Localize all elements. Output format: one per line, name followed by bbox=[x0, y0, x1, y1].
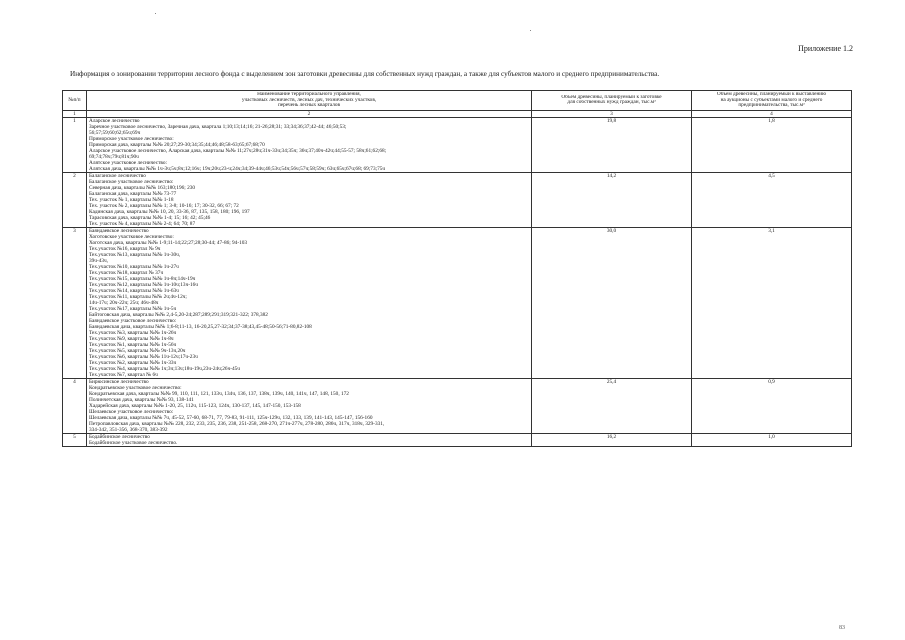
forestry-description bbox=[87, 172, 532, 227]
description-line: Петропавловская дача, кварталы №№ 228, 232, 233, 235, 236, 238, 251-258, 268-270, 271ч-277ч, 278-280, 286ч, 317ч, 318ч, 329-331, bbox=[89, 420, 385, 427]
description-line: Алятская дача, кварталы №№ 1ч-3ч;5ч;8ч;12;16ч; 19ч;20ч;23-ч;24ч;34;39-44ч;46;53ч;54ч;56ч;57ч;58;59ч; 63ч;65ч;67ч;68; 69;73;75ч bbox=[89, 165, 386, 172]
description-line: Тех.участок №12, кварталы №№ 1ч-10ч;13ч-16ч bbox=[89, 281, 198, 288]
description-line: Хоготовское участковое лесничество: bbox=[89, 233, 174, 240]
table-row bbox=[63, 117, 852, 172]
header-name bbox=[87, 91, 532, 111]
description-line: 39ч-43ч, bbox=[89, 257, 109, 264]
description-line: Тех.участок №15, кварталы №№ 1ч-8ч;14ч-19ч bbox=[89, 275, 196, 282]
row-number: 3 bbox=[63, 227, 87, 378]
description-line: Кадинская дача, кварталы №№ 10, 20, 33-36, 87, 135, 158, 180; 196, 197 bbox=[89, 208, 250, 215]
description-line: Балаганское участковое лесничество: bbox=[89, 178, 174, 185]
header-num: №п/п bbox=[63, 91, 87, 111]
description-line: Тех.участок №13, кварталы №№ 1ч-30ч, bbox=[89, 251, 181, 258]
description-line: Кондратьевская дача, кварталы №№ 99, 110, 111, 121, 133ч, 134ч, 136, 137, 138ч, 139ч, 140, 141ч, 147, 148, 150, 172 bbox=[89, 390, 349, 397]
description-line: Аларское лесничество bbox=[89, 117, 140, 124]
description-line: Балаганская дача, кварталы №№ 73-77 bbox=[89, 190, 177, 197]
own-needs-volume: 19,8 bbox=[532, 117, 692, 172]
own-needs-volume: 16,2 bbox=[532, 433, 692, 446]
table-row bbox=[63, 227, 852, 378]
description-line: Тех.участок №17, кварталы №№ 1ч-5ч bbox=[89, 305, 177, 312]
description-line: Тех.участок №6, кварталы №№ 11ч-12ч;17ч-23ч bbox=[89, 353, 198, 360]
row-number: 4 bbox=[63, 378, 87, 433]
auction-volume: 4,5 bbox=[692, 172, 852, 227]
header-auction-volume bbox=[692, 91, 852, 111]
auction-volume: 1,8 bbox=[692, 117, 852, 172]
description-line: Баяндаевская дача, кварталы №№ 1;6-8;11-13, 16-20,25,27-32;34;37-38;43,45-48;50-56;71-80,82-108 bbox=[89, 323, 312, 330]
description-line: Баяндаевское лесничество bbox=[89, 227, 149, 234]
header-name-line: Наименование территориального управления, bbox=[257, 92, 361, 97]
description-line: Тех.участок №5, кварталы №№ 9ч-13ч,20ч bbox=[89, 347, 186, 354]
appendix-label: Приложение 1.2 bbox=[798, 44, 853, 53]
description-line: Северная дача, кварталы №№ 163;180;196; 230 bbox=[89, 184, 196, 191]
zoning-table bbox=[62, 90, 852, 447]
header-a-line: для собственных нужд граждан, тыс.м³ bbox=[567, 100, 656, 106]
own-needs-volume: 25,4 bbox=[532, 378, 692, 433]
description-line: 69;74;78ч;79ч;81ч;90ч bbox=[89, 153, 139, 160]
scan-speck bbox=[155, 13, 156, 14]
forestry-description bbox=[87, 117, 532, 172]
description-line: Байтоговская дача, кварталы №№ 2,4-5,20-24;287;289;291;319;321-322; 378,382 bbox=[89, 311, 268, 318]
table-row bbox=[63, 433, 852, 446]
column-number: 3 bbox=[532, 110, 692, 117]
forestry-description bbox=[87, 433, 532, 446]
header-b-line: Объем древесины, планируемый к выставлению bbox=[716, 92, 827, 97]
description-line: Хадарейская дача, кварталы №№ 1-20, 25, 112ч, 115-123, 124ч, 130-137, 145, 147-150, 153-158 bbox=[89, 402, 301, 409]
description-line: Тех. участок № 1, кварталы №№ 1-18 bbox=[89, 196, 174, 203]
description-line: Аларское участковое лесничество, Аларская дача, кварталы №№ 11;27ч;28ч;31ч-33ч;34;35ч; 36ч;37;40ч-42ч;44;55-57; 58ч;61;62;68; bbox=[89, 147, 387, 154]
description-line: Балаганское лесничество bbox=[89, 172, 146, 179]
auction-volume: 1,0 bbox=[692, 433, 852, 446]
header-name-line: участковых лесничеств, лесных дач, технических участков, bbox=[241, 97, 377, 103]
description-line: Шелаевское участковое лесничество: bbox=[89, 408, 174, 415]
column-number: 1 bbox=[63, 110, 87, 117]
description-line: Тех.участок №18, квартал № 37ч bbox=[89, 269, 164, 276]
description-line: Бирюсинское лесничество bbox=[89, 378, 149, 385]
description-line: Тех.участок №11, кварталы №№ 2ч;4ч-12ч; bbox=[89, 293, 187, 300]
description-line: Тех.участок №10, кварталы №№ 1ч-27ч bbox=[89, 263, 179, 270]
own-needs-volume: 30,0 bbox=[532, 227, 692, 378]
column-number: 4 bbox=[692, 110, 852, 117]
description-line: Тех.участок №1, кварталы №№ 1ч-56ч bbox=[89, 341, 177, 348]
description-line: 56;57;59;60;62;65ч;69ч bbox=[89, 129, 141, 136]
description-line: Тарасовская дача, кварталы №№ 1-4; 15; 16; 42; 45;46 bbox=[89, 214, 211, 221]
header-own-needs-volume bbox=[532, 91, 692, 111]
description-line: Заречное участковое лесничество, Заречная дача, квартала 1;10;13;14;16; 21-26;28;31; 33;34;36;37;42-44; 46;50;53; bbox=[89, 123, 347, 130]
description-line: Тех.участок №9, кварталы №№ 1ч-8ч bbox=[89, 335, 174, 342]
description-line: Тех.участок №2, кварталы №№ 1ч-33ч bbox=[89, 359, 177, 366]
auction-volume: 0,9 bbox=[692, 378, 852, 433]
header-b-line: предпринимательства, тыс.м³ bbox=[738, 103, 805, 109]
description-line: Тех. участок № 4, кварталы №№ 2-4; 64; 70; 87 bbox=[89, 220, 196, 227]
row-number: 1 bbox=[63, 117, 87, 172]
auction-volume: 3,1 bbox=[692, 227, 852, 378]
description-line: Алятское участковое лесничество: bbox=[89, 159, 168, 166]
description-line: Тех.участок №3, кварталы №№ 1ч-26ч bbox=[89, 329, 177, 336]
description-line: Приморское участковое лесничество: bbox=[89, 135, 174, 142]
description-line: Баяндаевское участковое лесничество: bbox=[89, 317, 177, 324]
description-line: Полинчетская дача, кварталы №№ 93, 138-141 bbox=[89, 396, 194, 403]
scan-speck bbox=[530, 30, 531, 31]
page-number: 83 bbox=[839, 625, 845, 631]
own-needs-volume: 14,2 bbox=[532, 172, 692, 227]
row-number: 2 bbox=[63, 172, 87, 227]
description-line: Тех.участок №16, квартал № 9ч bbox=[89, 245, 161, 252]
row-number: 5 bbox=[63, 433, 87, 446]
header-a-line: Объем древесины, планируемый к заготовке bbox=[561, 94, 662, 100]
description-line: 14ч-17ч; 20ч-22ч; 25ч; 46ч-48ч bbox=[89, 299, 159, 306]
table-row bbox=[63, 378, 852, 433]
column-number-row bbox=[63, 110, 852, 117]
description-line: Тех.участок №7, квартал № 6ч bbox=[89, 371, 158, 378]
description-line: Бодайбинское участковое лесничество. bbox=[89, 439, 178, 446]
header-b-line: на аукционы с субъектами малого и среднего bbox=[720, 97, 823, 103]
description-line: Приморская дача, кварталы №№ 20;27;29-30;34;35;44;46;48;58-63;65;67;68;70 bbox=[89, 141, 265, 148]
description-line: Кондратьевское участковое лесничество: bbox=[89, 384, 182, 391]
document-title: Информация о зонировании территории лесного фонда с выделением зон заготовки древесины для собственных нужд граждан, а также для субъектов малого и среднего предпринимательства. bbox=[70, 70, 660, 78]
column-number: 2 bbox=[87, 110, 532, 117]
description-line: Тех.участок №4, кварталы №№ 1ч;3ч;13ч;18ч-19ч,23ч-24ч;26ч-45ч bbox=[89, 365, 240, 372]
description-line: Шелаевская дача, кварталы №№ 7ч, 45-52, 57-60, 68-71, 77, 79-83, 91-111, 125ч-129ч, 132, 133, 139, 141-143, 145-147, 156-160 bbox=[89, 414, 373, 421]
description-line: Тех. участок № 2, кварталы №№ 1; 3-8; 10-16; 17; 30-32, 66; 67; 72 bbox=[89, 202, 239, 209]
description-line: 334-342, 351-356, 368-370, 383-392 bbox=[89, 426, 168, 433]
table-header-row bbox=[63, 91, 852, 111]
table-row bbox=[63, 172, 852, 227]
description-line: Тех.участок №14, кварталы №№ 1ч-63ч bbox=[89, 287, 179, 294]
description-line: Хоготская дача, кварталы №№ 1-9;11-14;22;27;28;30-44; 47-86; 94-103 bbox=[89, 239, 248, 246]
header-name-line: перечень лесных кварталов bbox=[278, 103, 340, 109]
table-body bbox=[63, 117, 852, 446]
forestry-description bbox=[87, 378, 532, 433]
description-line: Бодайбинское лесничество bbox=[89, 433, 150, 440]
forestry-description bbox=[87, 227, 532, 378]
